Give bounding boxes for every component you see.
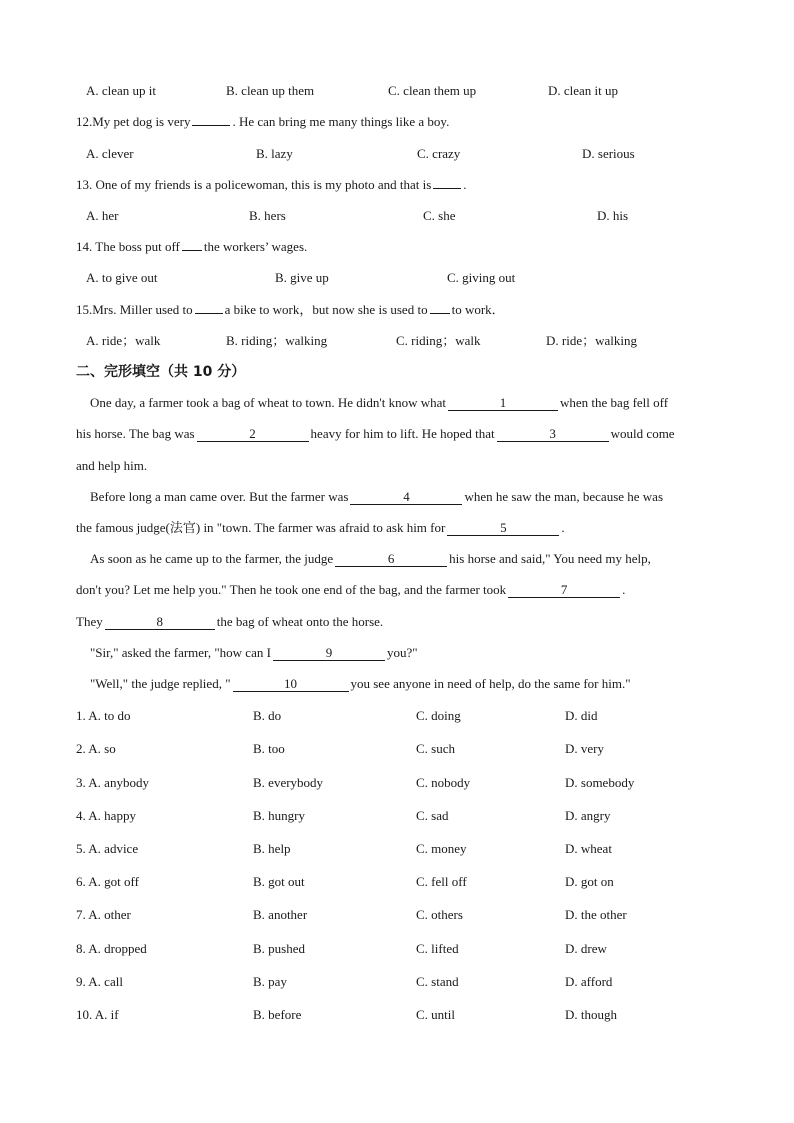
q15-blank-1 (195, 313, 223, 314)
q15-option-d: D. ride；walking (546, 333, 637, 348)
choice-2-option-a: 2. A. so (76, 741, 116, 756)
q14-blank (182, 250, 202, 251)
q15-blank-2 (430, 313, 450, 314)
choice-9-option-b: B. pay (253, 974, 287, 989)
q12-text-after: . He can bring me many things like a boy. (232, 114, 450, 129)
q11-option-c: C. clean them up (388, 83, 477, 98)
section-2-title: 二、完形填空（共 10 分） (76, 364, 246, 380)
cloze-blank-7: 7 (508, 582, 620, 598)
q12-option-c: C. crazy (417, 146, 461, 161)
passage-text: As soon as he came up to the farmer, the judge (90, 551, 334, 566)
passage-text: would come (610, 426, 675, 441)
passage-text: . (561, 520, 565, 535)
choice-10-option-d: D. though (565, 1007, 617, 1022)
choice-1-option-a: 1. A. to do (76, 708, 131, 723)
cloze-blank-9: 9 (273, 645, 385, 661)
choice-2-option-d: D. very (565, 741, 604, 756)
choice-3-option-c: C. nobody (416, 775, 471, 790)
q15-text-after: to work． (451, 302, 505, 317)
q11-option-a: A. clean up it (86, 83, 157, 98)
passage-line-4 (90, 488, 663, 506)
choice-1-option-b: B. do (253, 708, 282, 723)
choice-5-option-a: 5. A. advice (76, 841, 139, 856)
passage-text: heavy for him to lift. He hoped that (310, 426, 495, 441)
choice-7-option-a: 7. A. other (76, 907, 131, 922)
q15-option-b: B. riding；walking (226, 333, 328, 348)
choice-8-option-d: D. drew (565, 941, 607, 956)
choice-4-option-c: C. sad (416, 808, 449, 823)
choice-5-option-b: B. help (253, 841, 291, 856)
choice-3-option-b: B. everybody (253, 775, 324, 790)
choice-10-option-a: 10. A. if (76, 1007, 119, 1022)
passage-text: his horse. The bag was (76, 426, 195, 441)
choice-9-option-c: C. stand (416, 974, 459, 989)
choice-9-option-a: 9. A. call (76, 974, 123, 989)
cloze-blank-5: 5 (447, 520, 559, 536)
passage-line-5 (76, 519, 565, 537)
choice-2-option-c: C. such (416, 741, 455, 756)
passage-line-8 (76, 613, 383, 631)
passage-text: don't you? Let me help you." Then he took one end of the bag, and the farmer took (76, 582, 507, 597)
passage-text: you see anyone in need of help, do the same for him." (350, 676, 631, 691)
q14-text-before: 14. The boss put off (76, 239, 180, 254)
q11-option-b: B. clean up them (226, 83, 315, 98)
passage-text: you?" (386, 645, 418, 660)
q14-text-after: the workers’ wages. (203, 239, 308, 254)
choice-4-option-a: 4. A. happy (76, 808, 136, 823)
q13-blank (433, 188, 461, 189)
passage-text: "Well," the judge replied, " (90, 676, 231, 691)
passage-text: Before long a man came over. But the farmer was (90, 489, 349, 504)
choice-6-option-b: B. got out (253, 874, 305, 889)
choice-1-option-d: D. did (565, 708, 598, 723)
q14-option-c: C. giving out (447, 270, 516, 285)
choice-8-option-b: B. pushed (253, 941, 305, 956)
cloze-blank-6: 6 (335, 551, 447, 567)
cloze-blank-4: 4 (350, 489, 462, 505)
choice-5-option-d: D. wheat (565, 841, 612, 856)
choice-2-option-b: B. too (253, 741, 285, 756)
choice-7-option-b: B. another (253, 907, 308, 922)
choice-10-option-c: C. until (416, 1007, 456, 1022)
cloze-blank-1: 1 (448, 395, 558, 411)
q13-stem (76, 176, 467, 194)
q14-option-b: B. give up (275, 270, 329, 285)
passage-text: One day, a farmer took a bag of wheat to town. He didn't know what (90, 395, 447, 410)
q12-option-a: A. clever (86, 146, 134, 161)
choice-4-option-d: D. angry (565, 808, 611, 823)
choice-7-option-c: C. others (416, 907, 463, 922)
passage-line-2 (76, 425, 675, 443)
q13-option-c: C. she (423, 208, 456, 223)
cloze-blank-10: 10 (233, 676, 349, 692)
q14-stem (76, 238, 307, 256)
choice-3-option-a: 3. A. anybody (76, 775, 149, 790)
passage-text: . (622, 582, 626, 597)
passage-line-3: and help him. (76, 458, 148, 473)
q13-option-a: A. her (86, 208, 119, 223)
cloze-blank-3: 3 (497, 426, 609, 442)
passage-line-6 (90, 550, 651, 568)
q15-stem (76, 301, 505, 319)
q13-text-after: . (463, 177, 467, 192)
passage-text: They (76, 614, 103, 629)
choice-5-option-c: C. money (416, 841, 467, 856)
passage-line-10 (90, 675, 631, 693)
passage-line-9 (90, 644, 418, 662)
q12-stem (76, 113, 449, 131)
passage-line-1 (90, 394, 668, 412)
choice-1-option-c: C. doing (416, 708, 461, 723)
q15-text-before: 15.Mrs. Miller used to (76, 302, 193, 317)
passage-text: the bag of wheat onto the horse. (216, 614, 384, 629)
q15-text-mid: a bike to work，but now she is used to (224, 302, 428, 317)
passage-text: when the bag fell off (560, 395, 669, 410)
choice-6-option-a: 6. A. got off (76, 874, 139, 889)
q12-option-b: B. lazy (256, 146, 293, 161)
choice-9-option-d: D. afford (565, 974, 613, 989)
passage-text: "Sir," asked the farmer, "how can I (90, 645, 271, 660)
choice-8-option-c: C. lifted (416, 941, 459, 956)
passage-text: when he saw the man, because he was (464, 489, 664, 504)
q12-text-before: 12.My pet dog is very (76, 114, 191, 129)
choice-6-option-c: C. fell off (416, 874, 467, 889)
passage-line-7 (76, 581, 625, 599)
choice-8-option-a: 8. A. dropped (76, 941, 147, 956)
choice-4-option-b: B. hungry (253, 808, 305, 823)
choice-7-option-d: D. the other (565, 907, 627, 922)
q11-option-d: D. clean it up (548, 83, 619, 98)
q15-option-a: A. ride；walk (86, 333, 161, 348)
cloze-blank-8: 8 (105, 614, 215, 630)
q13-text-before: 13. One of my friends is a policewoman, this is my photo and that is (76, 177, 432, 192)
q12-option-d: D. serious (582, 146, 635, 161)
choice-3-option-d: D. somebody (565, 775, 635, 790)
q12-blank (192, 125, 230, 126)
q13-option-b: B. hers (249, 208, 286, 223)
q13-option-d: D. his (597, 208, 629, 223)
choice-10-option-b: B. before (253, 1007, 302, 1022)
passage-text: the famous judge(法官) in "town. The farmer was afraid to ask him for (76, 520, 446, 535)
cloze-blank-2: 2 (197, 426, 309, 442)
choice-6-option-d: D. got on (565, 874, 614, 889)
passage-text: his horse and said," You need my help, (449, 551, 651, 566)
q15-option-c: C. riding；walk (396, 333, 481, 348)
q14-option-a: A. to give out (86, 270, 158, 285)
